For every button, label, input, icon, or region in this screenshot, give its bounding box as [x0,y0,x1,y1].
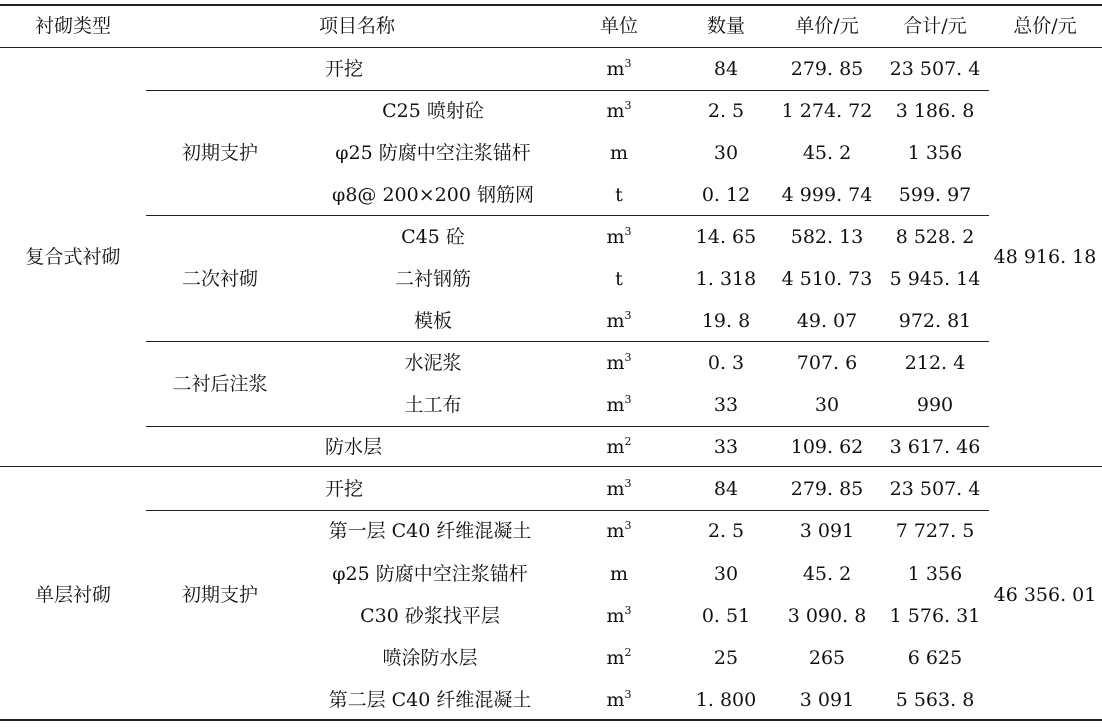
group-initial-support: 初期支护 [181,142,259,164]
price-cell: 582. 13 [790,226,864,248]
item-name: 开挖 [325,478,364,500]
item-name: C25 喷射砼 [382,100,484,122]
subtotal-cell: 1 356 [907,563,963,585]
item-name: φ8@ 200×200 钢筋网 [332,184,534,206]
subtotal-cell: 23 507. 4 [889,478,981,500]
unit-symbol: t [615,268,623,290]
price-cell: 4 510. 73 [781,268,873,290]
header-price: 单价/元 [795,15,859,37]
subtotal-cell: 212. 4 [904,352,966,374]
header-unit: 单位 [599,15,639,37]
qty-cell: 33 [713,394,739,416]
unit-exponent: 3 [624,477,632,490]
top-rule [0,4,1102,6]
price-cell: 3 090. 8 [787,605,867,627]
total-composite: 48 916. 18 [993,246,1097,268]
item-name: 水泥浆 [404,352,462,374]
group-rule [146,341,989,342]
unit-cell [610,562,628,586]
unit-symbol: m [606,520,625,542]
qty-cell: 1. 318 [695,268,757,290]
unit-cell [610,141,628,165]
unit-exponent: 3 [624,351,632,364]
price-cell: 49. 07 [796,310,858,332]
unit-symbol: m [606,352,625,374]
unit-cell [606,477,631,501]
unit-symbol: m [606,226,625,248]
price-cell: 3 091 [799,520,855,542]
qty-cell: 30 [713,142,739,164]
item-name: 喷涂防水层 [382,647,478,669]
unit-cell [606,519,631,543]
item-name: 防水层 [325,436,383,458]
price-cell: 30 [814,394,840,416]
qty-cell: 30 [713,563,739,585]
price-cell: 109. 62 [790,436,864,458]
group-initial-support: 初期支护 [181,584,259,606]
qty-cell: 0. 51 [701,605,751,627]
lining-type-composite: 复合式衬砌 [25,246,121,268]
qty-cell: 0. 3 [707,352,745,374]
unit-cell [606,393,631,417]
total-single: 46 356. 01 [993,584,1097,606]
qty-cell: 0. 12 [701,184,751,206]
qty-cell: 2. 5 [707,100,745,122]
qty-cell: 33 [713,436,739,458]
subtotal-cell: 8 528. 2 [895,226,975,248]
unit-exponent: 2 [624,435,632,448]
unit-cell [615,267,623,291]
unit-symbol: m [606,394,625,416]
subtotal-cell: 5 945. 14 [889,268,981,290]
price-cell: 1 274. 72 [781,100,873,122]
unit-symbol: m [606,436,625,458]
unit-cell [606,646,631,670]
qty-cell: 84 [713,478,739,500]
unit-exponent: 3 [624,225,632,238]
item-name: C30 砂浆找平层 [360,605,500,627]
unit-exponent: 3 [624,309,632,322]
unit-symbol: m [609,563,629,585]
unit-exponent: 3 [624,99,632,112]
unit-symbol: m [606,100,625,122]
subtotal-cell: 23 507. 4 [889,58,981,80]
subtotal-cell: 972. 81 [898,310,972,332]
header-type: 衬砌类型 [34,15,112,37]
item-name: 模板 [413,310,453,332]
unit-exponent: 3 [624,519,632,532]
unit-exponent: 3 [624,57,632,70]
group-secondary-lining: 二次衬砌 [181,268,259,290]
header-qty: 数量 [706,15,746,37]
price-cell: 279. 85 [790,58,864,80]
unit-cell [606,309,631,333]
subtotal-cell: 6 625 [907,647,963,669]
qty-cell: 84 [713,58,739,80]
price-cell: 707. 6 [796,352,858,374]
unit-symbol: m [606,689,625,711]
subtotal-cell: 1 576. 31 [889,605,981,627]
group-rule [146,426,989,427]
unit-symbol: m [606,58,625,80]
row-rule [146,510,989,511]
price-cell: 3 091 [799,689,855,711]
price-cell: 45. 2 [802,142,852,164]
qty-cell: 25 [713,647,739,669]
qty-cell: 1. 800 [695,689,757,711]
item-name: 开挖 [325,58,364,80]
header-subtotal: 合计/元 [903,15,967,37]
lining-type-single: 单层衬砌 [34,584,112,606]
subtotal-cell: 990 [916,394,954,416]
unit-exponent: 2 [624,646,632,659]
row-rule [146,90,989,91]
item-name: 二衬钢筋 [394,268,472,290]
bottom-rule [0,719,1102,721]
price-cell: 45. 2 [802,563,852,585]
subtotal-cell: 3 186. 8 [895,100,975,122]
unit-exponent: 3 [624,393,632,406]
unit-cell [615,183,623,207]
price-cell: 279. 85 [790,478,864,500]
item-name: φ25 防腐中空注浆锚杆 [335,142,531,164]
group-rule [146,215,989,216]
unit-cell [606,57,631,81]
header-total: 总价/元 [1013,15,1077,37]
unit-cell [606,435,631,459]
header-item: 项目名称 [318,15,396,37]
qty-cell: 2. 5 [707,520,745,542]
unit-symbol: m [606,478,625,500]
item-name: φ25 防腐中空注浆锚杆 [332,563,528,585]
unit-symbol: m [606,310,625,332]
unit-symbol: m [606,605,625,627]
subtotal-cell: 7 727. 5 [895,520,975,542]
subtotal-cell: 1 356 [907,142,963,164]
unit-exponent: 3 [624,688,632,701]
unit-cell [606,604,631,628]
price-cell: 4 999. 74 [781,184,873,206]
unit-cell [606,688,631,712]
unit-cell [606,351,631,375]
qty-cell: 14. 65 [695,226,757,248]
section-rule [0,466,1102,467]
unit-symbol: t [615,184,623,206]
subtotal-cell: 3 617. 46 [889,436,981,458]
item-name: 土工布 [404,394,462,416]
unit-symbol: m [609,142,629,164]
unit-exponent: 3 [624,604,632,617]
item-name: 第一层 C40 纤维混凝土 [328,520,532,542]
item-name: 第二层 C40 纤维混凝土 [328,689,532,711]
unit-symbol: m [606,647,625,669]
header-rule [0,47,1102,48]
subtotal-cell: 599. 97 [898,184,972,206]
unit-cell [606,99,631,123]
price-cell: 265 [808,647,846,669]
subtotal-cell: 5 563. 8 [895,689,975,711]
qty-cell: 19. 8 [701,310,751,332]
unit-cell [606,225,631,249]
group-post-grouting: 二衬后注浆 [172,373,268,395]
item-name: C45 砼 [401,226,465,248]
